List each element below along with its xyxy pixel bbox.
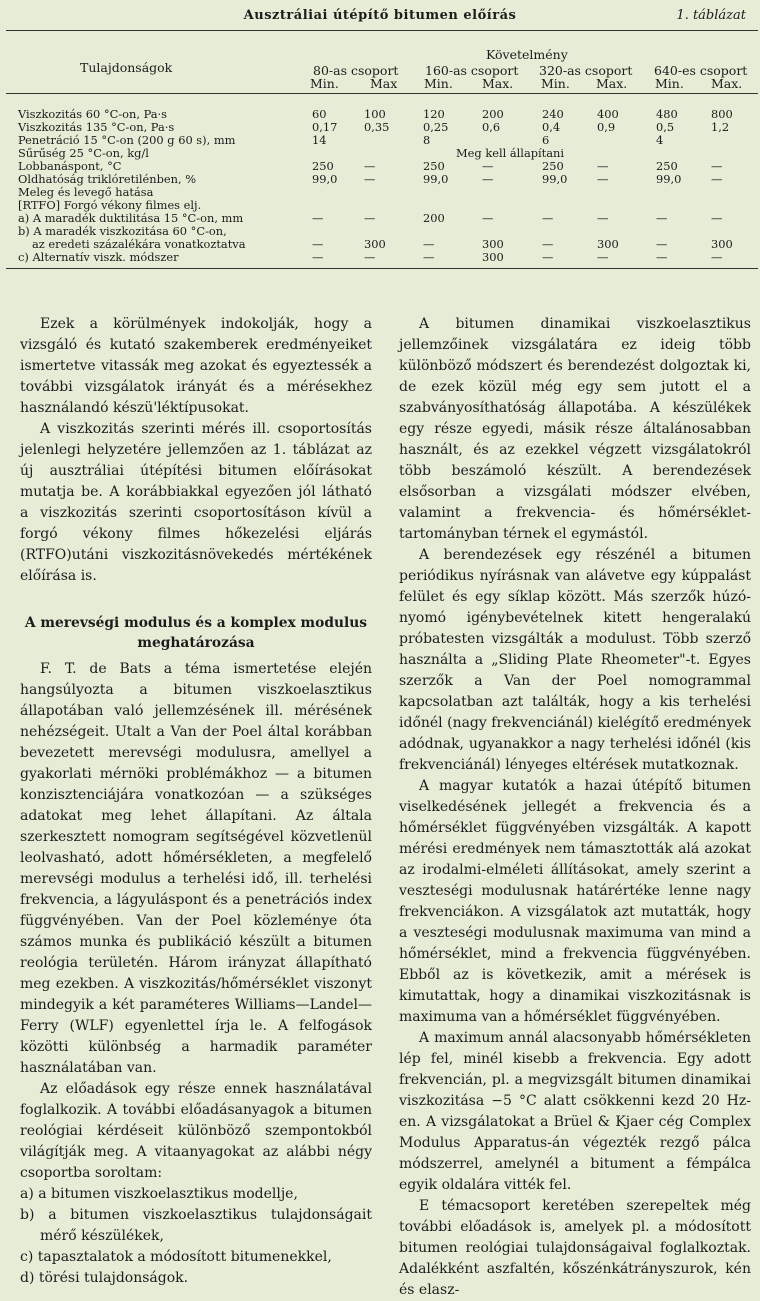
table-cell: — xyxy=(364,211,376,225)
table-cell: 0,6 xyxy=(482,120,501,134)
section-heading: A merevségi modulus és a komplex modulus meghatározása xyxy=(24,615,368,651)
table-cell: 300 xyxy=(597,237,619,251)
table-cell: 0,9 xyxy=(597,120,616,134)
table-cell: 0,5 xyxy=(656,120,675,134)
table-row-label: Viszkozitás 60 °C-on, Pa·s xyxy=(18,107,167,121)
table-title: Ausztráliai útépítő bitumen előírás xyxy=(243,8,517,23)
table-header-max: Max. xyxy=(711,76,743,91)
table-header-min: Min. xyxy=(310,76,339,91)
table-cell: — xyxy=(312,237,324,251)
table-cell: — xyxy=(597,250,609,264)
table-cell: 120 xyxy=(423,107,445,121)
table-cell: — xyxy=(482,172,494,186)
paragraph: A berendezések egy részénél a bitumen periódikus nyírásnak van alávetve egy kúppalást felület és egy síklap között. Más szerzők húzó-nyomó igénybevételnek kitett hengeralakú próbatesten vizsgálták a modulust. Több szerző használta a „Sliding Plate Rheometer"-t. Egyes szerzők a Van der Poel nomogrammal kapcsolatban azt találták, hogy a kis terhelési időnél (nagy frekvenciánál) kielégítő eredmények adódnak, ugyanakkor a nagy terhelési időnél (kis frekvenciánál) lényeges eltérések mutatkoznak. xyxy=(399,547,751,773)
table-cell: 250 xyxy=(656,159,678,173)
table-cell: — xyxy=(423,250,435,264)
table-header-group: 640-es csoport xyxy=(654,63,748,78)
right-column xyxy=(399,314,751,1301)
table-cell: — xyxy=(711,250,723,264)
table-cell: — xyxy=(542,211,554,225)
table-header-max: Max. xyxy=(596,76,628,91)
list-item: b) a bitumen viszkoelasztikus tulajdonságait mérő készülékek, xyxy=(20,1207,372,1244)
table-cell: 200 xyxy=(482,107,504,121)
table-cell: — xyxy=(312,250,324,264)
table-header-min: Min. xyxy=(541,76,570,91)
table-row-label: az eredeti százalékára vonatkoztatva xyxy=(32,237,246,251)
table-cell: — xyxy=(711,172,723,186)
table-header-group: 80-as csoport xyxy=(313,63,399,78)
table-row-label: Oldhatóság triklóretilénben, % xyxy=(18,172,197,186)
table-cell: 250 xyxy=(542,159,564,173)
table-cell: 0,25 xyxy=(423,120,449,134)
table-cell: 300 xyxy=(482,250,504,264)
table-cell: 400 xyxy=(597,107,619,121)
table-cell: — xyxy=(597,172,609,186)
table-row-label: c) Alternatív viszk. módszer xyxy=(18,250,179,264)
table-cell: 200 xyxy=(423,211,445,225)
list-item: a) a bitumen viszkoelasztikus modellje, xyxy=(20,1186,298,1202)
table-cell: 6 xyxy=(542,133,550,147)
paragraph: Ezek a körülmények indokolják, hogy a vizsgáló és kutató szakemberek eredményeiket ismertetve vitassák meg azokat és egyeztessék a további vizsgálatok irányát és a mérésekhez használandó készü'léktípusokat. xyxy=(20,316,372,416)
table-header-property: Tulajdonságok xyxy=(80,60,173,75)
table-row-label: Meleg és levegő hatása xyxy=(18,185,154,199)
table-header-min: Min. xyxy=(424,76,453,91)
paragraph: A maximum annál alacsonyabb hőmérsékleten lép fel, minél kisebb a frekvencia. Egy adott frekvencián, pl. a megvizsgált bitumen dinamikai viszkozitása −5 °C alatt csökkenni kezd 20 Hz-en. A vizsgálatokat a Brüel & Kjaer cég Complex Modulus Apparatus-án végezték rezgő pálca módszerrel, amelynél a bitument a fémpálca egyik oldalára vitték fel. xyxy=(399,1030,751,1193)
table-cell: — xyxy=(423,237,435,251)
table-header-group: 320-as csoport xyxy=(539,63,633,78)
list-item: d) törési tulajdonságok. xyxy=(20,1270,189,1286)
table-cell: — xyxy=(711,159,723,173)
table-header-requirement: Követelmény xyxy=(486,47,568,62)
table-cell: 480 xyxy=(656,107,678,121)
table-cell: 300 xyxy=(711,237,733,251)
table-cell: 800 xyxy=(711,107,733,121)
table-cell: 8 xyxy=(423,133,431,147)
table-header-max: Max. xyxy=(482,76,514,91)
table-cell: — xyxy=(364,250,376,264)
table-cell: 60 xyxy=(312,107,327,121)
table-cell: — xyxy=(542,250,554,264)
table-cell: 14 xyxy=(312,133,327,147)
table-cell: 99,0 xyxy=(656,172,682,186)
table-cell: 250 xyxy=(312,159,334,173)
table-header-group: 160-as csoport xyxy=(425,63,519,78)
table-row-label: [RTFO] Forgó vékony filmes elj. xyxy=(18,198,202,212)
table-header-min: Min. xyxy=(655,76,684,91)
table-note: Meg kell állapítani xyxy=(456,146,565,160)
table-label: 1. táblázat xyxy=(676,8,746,23)
table-cell: 99,0 xyxy=(312,172,338,186)
table-cell: 240 xyxy=(542,107,564,121)
table-cell: — xyxy=(482,159,494,173)
table-top-rule xyxy=(6,30,758,31)
table-cell: — xyxy=(656,211,668,225)
table-cell: 4 xyxy=(656,133,664,147)
paragraph: A magyar kutatók a hazai útépítő bitumen viselkedésének jellegét a frekvencia és a hőmérséklet függvényében vizsgálták. A kapott mérési eredmények nem támasztották alá azokat az irodalmi-elméleti állításokat, amely szerint a veszteségi modulusnak határértéke lenne nagy frekvenciákon. A vizsgálatok azt mutatták, hogy a veszteségi modulusnak maximuma van mind a hőmérséklet, mind a frekvencia függvényében. Ebből az is következik, amit a mérések is kimutattak, hogy a dinamikai viszkozitásnak is maximuma van a hőmérséklet függvényében. xyxy=(399,778,751,1025)
paragraph: A bitumen dinamikai viszkoelasztikus jellemzőinek vizsgálatára ez ideig több különböző módszert és berendezést dolgoztak ki, de ezek közül még egy sem jutott el a szabványosíthatóság állapotába. A készülékek egy része egyedi, másik része általánosabban használt, és az ezekkel végzett vizsgálatokról több beszámoló készült. A berendezések elsősorban a vizsgálati módszer elvében, valamint a frekvencia- és hőmérséklet-tartományban térnek el egymástól. xyxy=(399,316,751,542)
table-cell: — xyxy=(364,159,376,173)
list-item: c) tapasztalatok a módosított bitumenekkel, xyxy=(20,1249,332,1265)
table-cell: — xyxy=(656,250,668,264)
table-cell: — xyxy=(597,211,609,225)
table-cell: — xyxy=(542,237,554,251)
table-cell: — xyxy=(597,159,609,173)
table-cell: — xyxy=(482,211,494,225)
table-header-rule xyxy=(6,93,758,94)
paragraph: F. T. de Bats a téma ismertetése elején hangsúlyozta a bitumen viszkoelasztikus állapotában való jellemzésének ill. mérésének nehézségeit. Utalt a Van der Poel által korábban bevezetett merevségi modulusra, amellyel a gyakorlati mérnöki problémákhoz — a bitumen konzisztenciájára vonatkozóan — a szükséges adatokat meg lehet állapítani. Az általa szerkesztett nomogram segítségével közvetlenül leolvasható, adott hőmérsékleten, a megfelelő merevségi modulus a terhelési idő, ill. terhelési frekvencia, a lágyuláspont és a penetrációs index függvényében. Van der Poel közleménye óta számos munka és publikáció készült a bitumen reológia területén. Három irányzat állapítható meg ezekben. A viszkozitás/hőmérséklet viszonyt mindegyik a két paraméteres Williams—Landel—Ferry (WLF) egyenlettel írja le. A felfogások közötti különbség a harmadik paraméter használatában van. xyxy=(20,661,372,1076)
table-cell: 1,2 xyxy=(711,120,730,134)
table-cell: — xyxy=(312,211,324,225)
table-cell: 0,35 xyxy=(364,120,390,134)
paragraph: Az előadások egy része ennek használatával foglalkozik. A további előadásanyagok a bitumen reológiai kérdéseit különböző szempontokból világítják meg. A vitaanyagokat az alábbi négy csoportba soroltam: xyxy=(20,1081,372,1181)
table-row-label: Sűrűség 25 °C-on, kg/l xyxy=(18,146,149,160)
table-row-label: Viszkozitás 135 °C-on, Pa·s xyxy=(18,120,175,134)
table-row-label: Lobbanáspont, °C xyxy=(18,159,122,173)
paragraph: E témacsoport keretében szerepeltek még további előadások is, amelyek pl. a módosított bitumen reológiai tulajdonságaival foglalkoztak. Adalékként aszfaltén, kőszénkátrányszurok, kén és elasz- xyxy=(399,1198,751,1298)
left-column xyxy=(20,314,372,1289)
table-row-label: Penetráció 15 °C-on (200 g 60 s), mm xyxy=(18,133,236,147)
table-cell: — xyxy=(711,211,723,225)
table-cell: 300 xyxy=(364,237,386,251)
table-cell: 300 xyxy=(482,237,504,251)
table-row-label: a) A maradék duktilitása 15 °C-on, mm xyxy=(18,211,244,225)
table-row-label: b) A maradék viszkozitása 60 °C-on, xyxy=(18,224,227,238)
table-cell: 99,0 xyxy=(542,172,568,186)
table-cell: 99,0 xyxy=(423,172,449,186)
table-cell: 100 xyxy=(364,107,386,121)
table-header-max: Max xyxy=(370,76,398,91)
table-bottom-rule xyxy=(6,268,758,269)
paragraph: A viszkozitás szerinti mérés ill. csoportosítás jelenlegi helyzetére jellemzően az 1. táblázat az új ausztráliai útépítési bitumen előírásokat mutatja be. A korábbiakkal egyezően jól látható a viszkozitás szerinti csoportosításon kívül a forgó vékony filmes hőkezelési eljárás (RTFO)utáni viszkozitásnövekedés mértékének előírása is. xyxy=(20,421,372,584)
table-cell: 250 xyxy=(423,159,445,173)
table-cell: 0,4 xyxy=(542,120,561,134)
table-cell: — xyxy=(656,237,668,251)
table-cell: 0,17 xyxy=(312,120,338,134)
table-cell: — xyxy=(364,172,376,186)
